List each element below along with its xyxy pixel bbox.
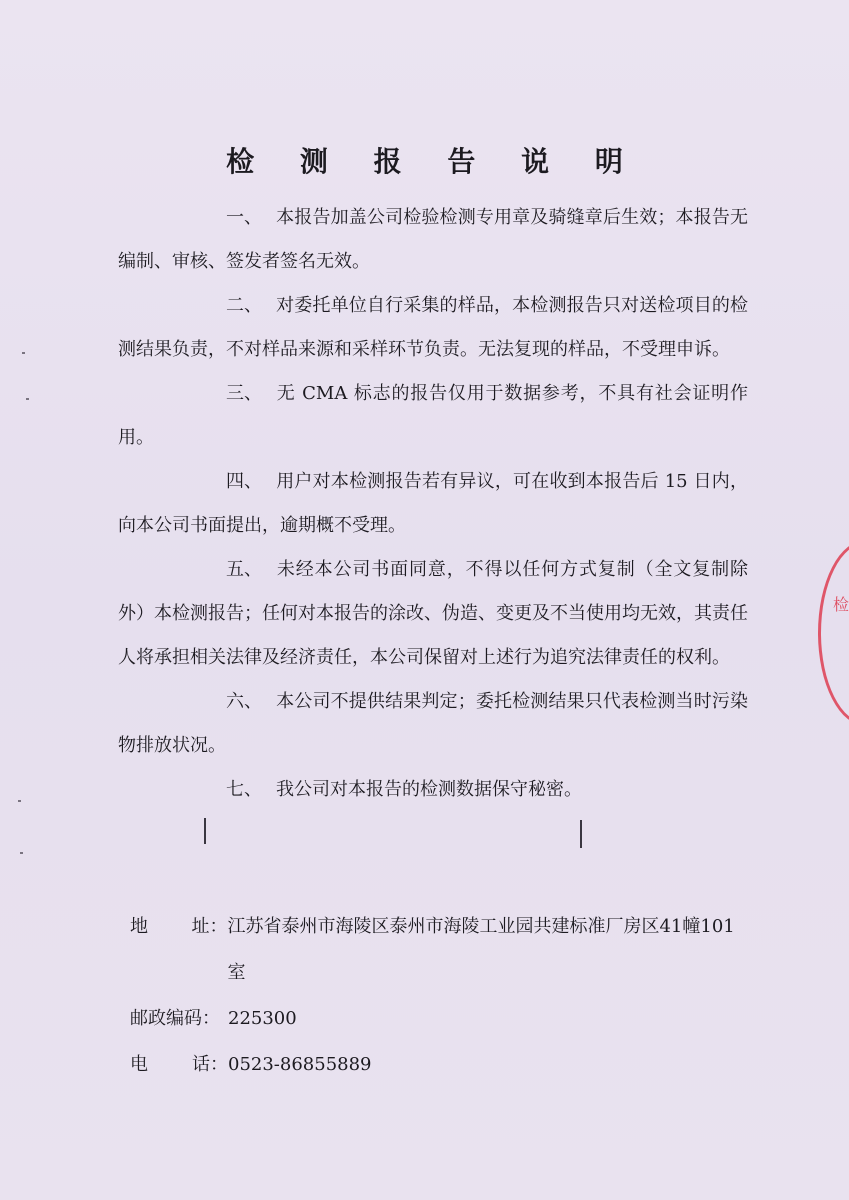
red-seal-stamp <box>818 540 849 726</box>
phone-label-part: 电 <box>130 1054 148 1075</box>
item-text: 本公司不提供结果判定；委托检测结果只代表检测当时污染物排放状况。 <box>118 691 748 756</box>
notice-list <box>118 196 748 812</box>
phone-row <box>130 1042 750 1088</box>
item-number: 一、 <box>226 207 262 228</box>
scan-mark <box>204 818 206 844</box>
item-number: 六、 <box>226 691 262 712</box>
scan-speck <box>18 800 21 802</box>
list-item <box>118 680 748 768</box>
list-item <box>118 372 748 460</box>
item-number: 四、 <box>226 471 262 492</box>
scan-speck <box>26 398 29 400</box>
address-value: 江苏省泰州市海陵区泰州市海陵工业园共建标准厂房区41幢101室 <box>227 916 735 983</box>
item-text: 对委托单位自行采集的样品，本检测报告只对送检项目的检测结果负责，不对样品来源和采样环节负责。无法复现的样品，不受理申诉。 <box>118 295 748 360</box>
item-text: 本报告加盖公司检验检测专用章及骑缝章后生效；本报告无编制、审核、签发者签名无效。 <box>118 207 748 272</box>
scan-speck <box>20 852 23 854</box>
item-number: 三、 <box>226 383 262 404</box>
item-text: 用户对本检测报告若有异议，可在收到本报告后 15 日内，向本公司书面提出，逾期概不受理。 <box>118 471 748 536</box>
scan-speck <box>22 352 25 354</box>
seal-text: 检 <box>833 595 849 614</box>
postcode-label: 邮政编码： <box>130 1008 220 1029</box>
contact-info <box>130 904 750 1088</box>
list-item <box>118 284 748 372</box>
postcode-row <box>130 996 750 1042</box>
item-text: 未经本公司书面同意，不得以任何方式复制（全文复制除外）本检测报告；任何对本报告的涂改、伪造、变更及不当使用均无效，其责任人将承担相关法律及经济责任，本公司保留对上述行为追究法律责任的权利。 <box>118 559 748 668</box>
list-item <box>118 768 748 812</box>
item-number: 五、 <box>226 559 262 580</box>
phone-label <box>130 1042 228 1088</box>
scan-mark <box>580 820 582 848</box>
postcode-value: 225300 <box>228 1008 297 1029</box>
item-number: 七、 <box>226 779 262 800</box>
item-number: 二、 <box>226 295 262 316</box>
page-title: 检 测 报 告 说 明 <box>226 145 641 178</box>
address-label-part: 地 <box>130 916 148 937</box>
address-label-part: 址： <box>191 916 228 937</box>
phone-label-part: 话： <box>192 1054 228 1075</box>
list-item <box>118 196 748 284</box>
list-item <box>118 548 748 680</box>
phone-value: 0523-86855889 <box>228 1054 372 1075</box>
list-item <box>118 460 748 548</box>
item-text: 我公司对本报告的检测数据保守秘密。 <box>276 779 582 800</box>
item-text: 无 CMA 标志的报告仅用于数据参考，不具有社会证明作用。 <box>118 383 748 448</box>
address-label <box>130 904 227 996</box>
address-row <box>130 904 750 996</box>
